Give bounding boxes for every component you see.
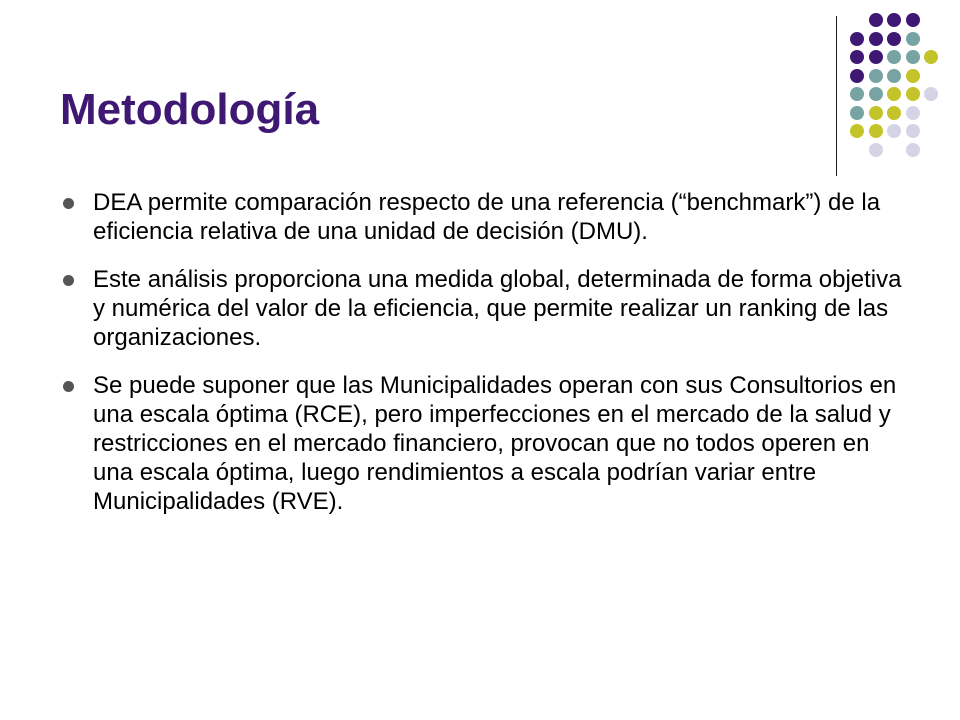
decorative-dot-purple — [906, 13, 920, 27]
decorative-dot-purple — [850, 50, 864, 64]
decorative-dot-purple — [869, 50, 883, 64]
bullet-dot-icon — [63, 381, 74, 392]
decorative-dot-lavender — [887, 124, 901, 138]
decorative-dot-olive — [869, 106, 883, 120]
bullet-text: Se puede suponer que las Municipalidades operan con sus Consultorios en una escala óptima (RCE), pero imperfecciones en el mercado de la salud y restricciones en el mercado financiero, provocan que no todos operen en una escala óptima, luego rendimientos a escala podrían variar entre Municipalidades (RVE). — [93, 372, 897, 515]
decorative-dot-teal — [887, 69, 901, 83]
decorative-dot-purple — [887, 32, 901, 46]
decorative-dot-purple — [869, 32, 883, 46]
decorative-dot-lavender — [924, 87, 938, 101]
decorative-dot-lavender — [906, 143, 920, 157]
decorative-dot-teal — [906, 32, 920, 46]
decorative-dot-olive — [887, 87, 901, 101]
decorative-dot-teal — [869, 87, 883, 101]
bullet-item — [60, 371, 910, 516]
decorative-dot-purple — [869, 13, 883, 27]
decorative-dot-olive — [850, 124, 864, 138]
decorative-dot-olive — [906, 87, 920, 101]
decorative-dot-teal — [906, 50, 920, 64]
decorative-dot-grid — [850, 13, 950, 163]
vertical-divider — [836, 16, 837, 176]
decorative-dot-olive — [906, 69, 920, 83]
decorative-dot-purple — [850, 32, 864, 46]
decorative-dot-lavender — [869, 143, 883, 157]
decorative-dot-purple — [887, 13, 901, 27]
bullet-dot-icon — [63, 198, 74, 209]
bullet-item — [60, 188, 910, 246]
decorative-dot-lavender — [906, 124, 920, 138]
decorative-dot-olive — [887, 106, 901, 120]
decorative-dot-purple — [850, 69, 864, 83]
bullet-dot-icon — [63, 275, 74, 286]
decorative-dot-olive — [924, 50, 938, 64]
slide-title: Metodología — [60, 85, 320, 134]
decorative-dot-teal — [869, 69, 883, 83]
decorative-dot-olive — [869, 124, 883, 138]
bullet-text: Este análisis proporciona una medida global, determinada de forma objetiva y numérica del valor de la eficiencia, que permite realizar un ranking de las organizaciones. — [93, 266, 902, 351]
decorative-dot-teal — [850, 87, 864, 101]
decorative-dot-teal — [850, 106, 864, 120]
bullet-item — [60, 265, 910, 352]
decorative-dot-lavender — [906, 106, 920, 120]
bullet-list — [60, 188, 910, 535]
bullet-text: DEA permite comparación respecto de una referencia (“benchmark”) de la eficiencia relativa de una unidad de decisión (DMU). — [93, 189, 881, 245]
decorative-dot-teal — [887, 50, 901, 64]
